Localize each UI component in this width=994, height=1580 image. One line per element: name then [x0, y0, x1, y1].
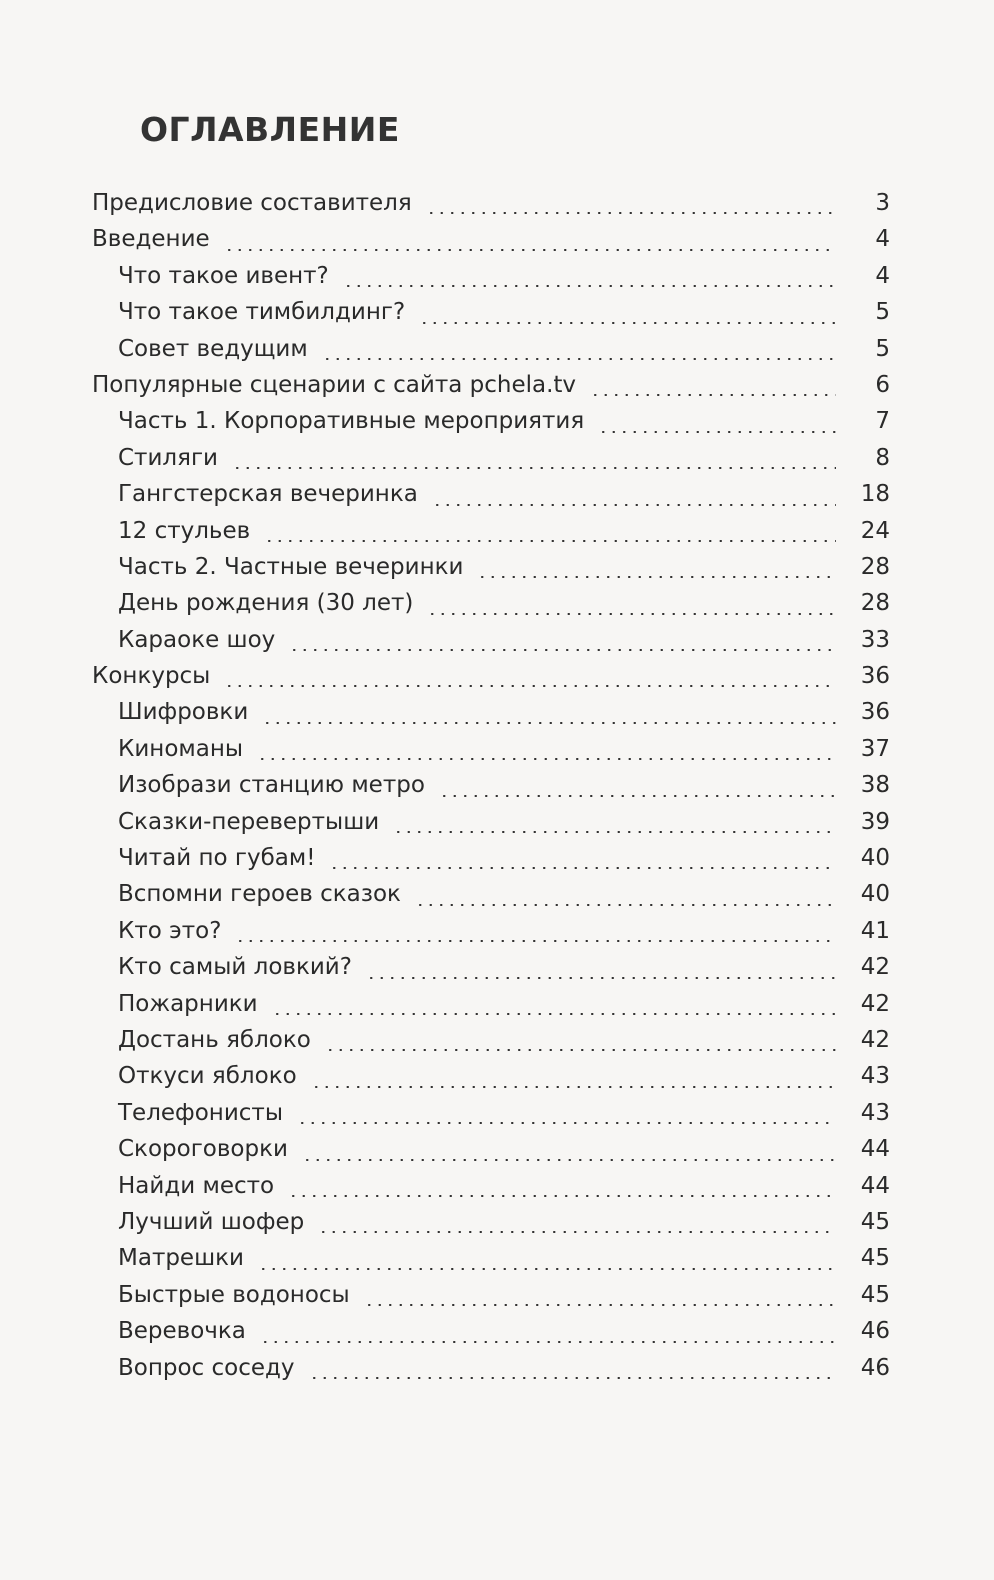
toc-entry-page: 36: [860, 699, 890, 726]
dot-leader: [262, 722, 836, 724]
toc-entry-page: 24: [860, 517, 890, 544]
dot-leader: [343, 285, 836, 287]
toc-entry[interactable]: [0, 1355, 994, 1391]
dot-leader: [432, 504, 836, 506]
toc-entry-label: 12 стульев: [118, 517, 251, 544]
dot-leader: [264, 540, 836, 542]
toc-entry-label: Стиляги: [118, 444, 218, 471]
toc-entry[interactable]: [0, 736, 994, 772]
toc-entry-label: Кто самый ловкий?: [118, 954, 352, 981]
toc-entry[interactable]: [0, 1245, 994, 1281]
toc-entry[interactable]: [0, 991, 994, 1027]
toc-entry-label: Достань яблоко: [118, 1026, 311, 1053]
toc-entry-page: 40: [860, 881, 890, 908]
toc-entry-page: 28: [860, 553, 890, 580]
dot-leader: [258, 1268, 836, 1270]
toc-entry[interactable]: [0, 1318, 994, 1354]
dot-leader: [232, 467, 836, 469]
dot-leader: [260, 1341, 836, 1343]
dot-leader: [366, 977, 836, 979]
toc-entry-label: Часть 1. Корпоративные мероприятия: [118, 408, 585, 435]
dot-leader: [590, 394, 836, 396]
toc-entry[interactable]: [0, 1027, 994, 1063]
toc-entry-label: Популярные сценарии с сайта pchela.tv: [92, 371, 577, 398]
toc-entry-label: Кто это?: [118, 917, 222, 944]
toc-entry-label: Веревочка: [118, 1318, 246, 1345]
dot-leader: [311, 1086, 836, 1088]
toc-entry-page: 39: [860, 808, 890, 835]
toc-entry-label: Шифровки: [118, 699, 249, 726]
toc-entry[interactable]: [0, 1173, 994, 1209]
toc-entry[interactable]: [0, 372, 994, 408]
dot-leader: [257, 758, 836, 760]
toc-entry-page: 7: [875, 408, 890, 435]
toc-entry-label: Матрешки: [118, 1245, 244, 1272]
toc-entry-page: 44: [860, 1136, 890, 1163]
toc-entry-label: Киноманы: [118, 735, 244, 762]
toc-entry-page: 43: [860, 1063, 890, 1090]
toc-entry-label: Читай по губам!: [118, 845, 316, 872]
toc-entry-page: 37: [860, 735, 890, 762]
toc-entry[interactable]: [0, 918, 994, 954]
toc-entry[interactable]: [0, 1100, 994, 1136]
toc-entry[interactable]: [0, 1209, 994, 1245]
toc-entry-page: 5: [875, 299, 890, 326]
toc-entry-page: 28: [860, 590, 890, 617]
toc-entry-label: Пожарники: [118, 990, 258, 1017]
toc-entry-page: 4: [875, 226, 890, 253]
toc-entry-label: Что такое тимбилдинг?: [118, 299, 406, 326]
toc-entry[interactable]: [0, 1063, 994, 1099]
toc-entry-page: 42: [860, 1026, 890, 1053]
dot-leader: [364, 1304, 836, 1306]
toc-entry-label: Быстрые водоносы: [118, 1281, 350, 1308]
dot-leader: [318, 1231, 836, 1233]
toc-entry-page: 3: [875, 190, 890, 216]
toc-entry[interactable]: [0, 627, 994, 663]
toc-entry-page: 46: [860, 1354, 890, 1381]
toc-entry-label: Вспомни героев сказок: [118, 881, 401, 908]
toc-entry-page: 45: [860, 1281, 890, 1308]
toc-entry-label: Конкурсы: [92, 663, 211, 690]
toc-entry[interactable]: [0, 481, 994, 517]
dot-leader: [393, 831, 836, 833]
toc-entry[interactable]: [0, 336, 994, 372]
page-title: ОГЛАВЛЕНИЕ: [140, 110, 400, 149]
toc-entry[interactable]: [0, 1282, 994, 1318]
toc-entry[interactable]: [0, 226, 994, 262]
toc-entry-page: 36: [860, 663, 890, 690]
toc-entry[interactable]: [0, 772, 994, 808]
toc-entry-page: 45: [860, 1245, 890, 1272]
toc-entry-label: Гангстерская вечеринка: [118, 481, 418, 508]
table-of-contents: [0, 190, 994, 1391]
dot-leader: [329, 867, 836, 869]
dot-leader: [297, 1122, 836, 1124]
toc-entry-label: Найди место: [118, 1172, 275, 1199]
toc-entry-page: 42: [860, 990, 890, 1017]
dot-leader: [288, 1195, 836, 1197]
toc-entry[interactable]: [0, 263, 994, 299]
toc-entry-page: 38: [860, 772, 890, 799]
toc-entry[interactable]: [0, 699, 994, 735]
toc-entry-label: Часть 2. Частные вечеринки: [118, 553, 464, 580]
toc-entry-page: 6: [875, 371, 890, 398]
toc-entry[interactable]: [0, 408, 994, 444]
dot-leader: [477, 576, 836, 578]
dot-leader: [224, 249, 836, 251]
toc-entry-label: Караоке шоу: [118, 626, 276, 653]
dot-leader: [419, 322, 836, 324]
toc-entry[interactable]: [0, 590, 994, 626]
toc-entry-label: Сказки-перевертыши: [118, 808, 380, 835]
toc-entry-page: 46: [860, 1318, 890, 1345]
toc-entry-page: 45: [860, 1208, 890, 1235]
toc-entry[interactable]: [0, 554, 994, 590]
toc-entry-label: Предисловие составителя: [92, 190, 412, 216]
toc-entry-page: 41: [860, 917, 890, 944]
toc-entry[interactable]: [0, 190, 994, 226]
dot-leader: [439, 795, 836, 797]
toc-entry[interactable]: [0, 299, 994, 335]
toc-entry[interactable]: [0, 845, 994, 881]
toc-entry-label: Лучший шофер: [118, 1208, 305, 1235]
dot-leader: [272, 1013, 836, 1015]
toc-entry-page: 43: [860, 1099, 890, 1126]
toc-entry[interactable]: [0, 518, 994, 554]
dot-leader: [302, 1159, 836, 1161]
toc-entry-label: Совет ведущим: [118, 335, 308, 362]
toc-entry-label: Скороговорки: [118, 1136, 288, 1163]
dot-leader: [415, 904, 836, 906]
toc-entry-label: Изобрази станцию метро: [118, 772, 425, 799]
dot-leader: [426, 212, 836, 214]
toc-entry-page: 42: [860, 954, 890, 981]
toc-entry-page: 40: [860, 845, 890, 872]
toc-entry-page: 8: [875, 444, 890, 471]
dot-leader: [325, 1049, 836, 1051]
dot-leader: [598, 431, 836, 433]
toc-entry[interactable]: [0, 809, 994, 845]
toc-entry[interactable]: [0, 1136, 994, 1172]
toc-entry-label: Что такое ивент?: [118, 262, 329, 289]
toc-entry-label: Откуси яблоко: [118, 1063, 297, 1090]
dot-leader: [427, 613, 836, 615]
dot-leader: [235, 940, 836, 942]
toc-entry[interactable]: [0, 881, 994, 917]
toc-entry-label: Введение: [92, 226, 210, 253]
dot-leader: [224, 685, 836, 687]
toc-entry-page: 4: [875, 262, 890, 289]
toc-entry-page: 33: [860, 626, 890, 653]
dot-leader: [322, 358, 836, 360]
toc-entry-label: День рождения (30 лет): [118, 590, 414, 617]
toc-entry[interactable]: [0, 663, 994, 699]
toc-entry-page: 44: [860, 1172, 890, 1199]
toc-entry-label: Телефонисты: [118, 1099, 283, 1126]
toc-entry-label: Вопрос соседу: [118, 1354, 295, 1381]
dot-leader: [289, 649, 836, 651]
dot-leader: [309, 1377, 836, 1379]
toc-entry-page: 18: [860, 481, 890, 508]
toc-entry-page: 5: [875, 335, 890, 362]
toc-entry[interactable]: [0, 954, 994, 990]
toc-entry[interactable]: [0, 445, 994, 481]
